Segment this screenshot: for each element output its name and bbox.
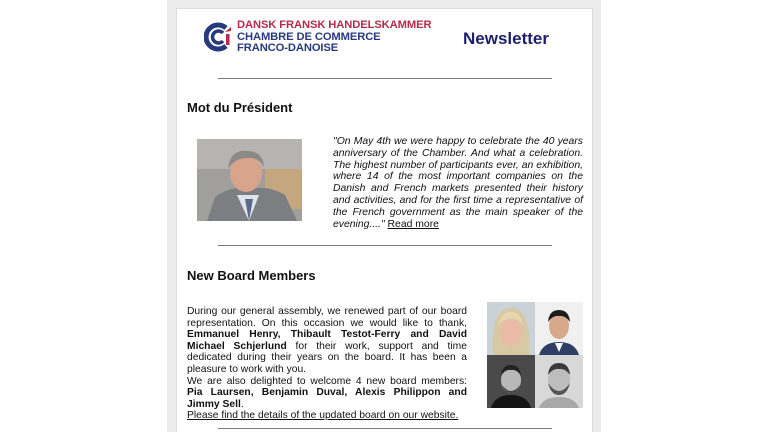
divider [218, 78, 552, 79]
board-website-link[interactable]: Please find the details of the updated board on our website. [187, 410, 459, 422]
board-text [187, 306, 467, 422]
board-text-welcome: We are also delighted to welcome 4 new board members: [187, 375, 467, 387]
period: . [240, 398, 244, 410]
board-photos [487, 302, 583, 408]
president-photo [197, 139, 302, 221]
read-more-link[interactable]: Read more [387, 218, 439, 230]
logo-text [237, 20, 431, 55]
new-members: Pia Laursen, Benjamin Duval, Alexis Philippon and Jimmy Sell [187, 387, 467, 410]
cci-logo-icon [204, 22, 234, 52]
logo-line-3: FRANCO-DANOISE [237, 42, 339, 54]
chamber-logo[interactable] [204, 20, 444, 56]
logo-line-2: CHAMBRE DE COMMERCE [237, 30, 381, 43]
divider [218, 428, 552, 429]
president-quote [333, 136, 583, 230]
board-heading: New Board Members [187, 268, 316, 283]
board-text-intro: During our general assembly, we renewed part of our board representation. On this occasion we would like to thank, [187, 306, 467, 329]
board-text-thanks: for their work, support and time dedicated during their years on the board. It has been a pleasure to work with you. [187, 340, 467, 375]
board-member-photo [487, 302, 535, 355]
board-member-photo [535, 355, 583, 408]
divider [218, 245, 552, 246]
logo-line-1: DANSK FRANSK HANDELSKAMMER [237, 19, 432, 31]
former-members: Emmanuel Henry, Thibault Testot-Ferry and David Michael Schjerlund [187, 329, 467, 352]
board-member-photo [487, 355, 535, 408]
president-heading: Mot du Président [187, 100, 293, 115]
quote-text: "On May 4th we were happy to celebrate the 40 years anniversary of the Chamber. And what a celebration. The highest number of participants ever, an exhibition, where 14 of the most important companies on the Danish and French markets presented their history and activities, and for the first time a representative of the French government as the main speaker of the evening...." [333, 136, 583, 230]
board-member-photo [535, 302, 583, 355]
newsletter-title: Newsletter [463, 29, 549, 48]
